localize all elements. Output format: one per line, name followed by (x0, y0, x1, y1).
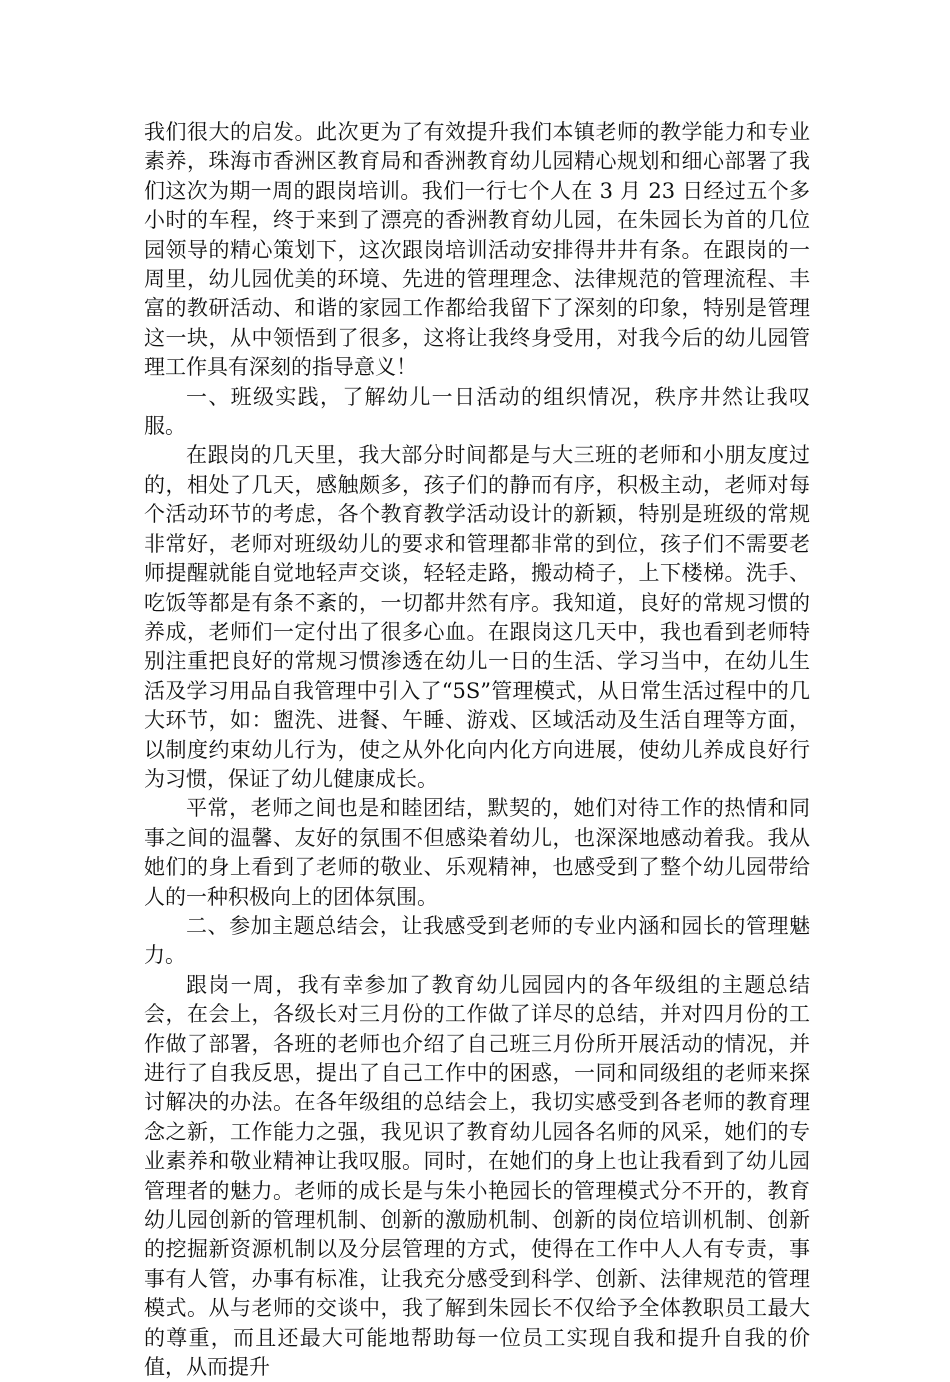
paragraph-class-practice: 在跟岗的几天里，我大部分时间都是与大三班的老师和小朋友度过的，相处了几天，感触颇多，孩子们的静而有序，积极主动，老师对每个活动环节的考虑，各个教育教学活动设计的新颖，特别是班级的常规非常好，老师对班级幼儿的要求和管理都非常的到位，孩子们不需要老师提醒就能自觉地轻声交谈，轻轻走路，搬动椅子，上下楼梯。洗手、吃饭等都是有条不紊的，一切都井然有序。我知道，良好的常规习惯的养成，老师们一定付出了很多心血。在跟岗这几天中，我也看到老师特别注重把良好的常规习惯渗透在幼儿一日的生活、学习当中，在幼儿生活及学习用品自我管理中引入了“5S”管理模式，从日常生活过程中的几大环节，如：盥洗、进餐、午睡、游戏、区域活动及生活自理等方面，以制度约束幼儿行为，使之从外化向内化方向进展，使幼儿养成良好行为习惯，保证了幼儿健康成长。 (144, 443, 810, 791)
section-heading-1: 一、班级实践，了解幼儿一日活动的组织情况，秩序井然让我叹服。 (144, 384, 810, 439)
document-body (144, 118, 810, 1382)
paragraph-summary-meeting: 跟岗一周，我有幸参加了教育幼儿园园内的各年级组的主题总结会，在会上，各级长对三月份的工作做了详尽的总结，并对四月份的工作做了部署，各班的老师也介绍了自己班三月份所开展活动的情况，并进行了自我反思，提出了自己工作中的困惑，一同和同级组的老师来探讨解决的办法。在各年级组的总结会上，我切实感受到各老师的教育理念之新，工作能力之强，我见识了教育幼儿园各名师的风采，她们的专业素养和敬业精神让我叹服。同时，在她们的身上也让我看到了幼儿园管理者的魅力。老师的成长是与朱小艳园长的管理模式分不开的，教育幼儿园创新的管理机制、创新的激励机制、创新的岗位培训机制、创新的挖掘新资源机制以及分层管理的方式，使得在工作中人人有专责，事事有人管，办事有标准，让我充分感受到科学、创新、法律规范的管理模式。从与老师的交谈中，我了解到朱园长不仅给予全体教职员工最大的尊重，而且还最大可能地帮助每一位员工实现自我和提升自我的价值，从而提升 (144, 972, 810, 1380)
paragraph-teacher-unity: 平常，老师之间也是和睦团结，默契的，她们对待工作的热情和同事之间的温馨、友好的氛围不但感染着幼儿，也深深地感动着我。我从她们的身上看到了老师的敬业、乐观精神，也感受到了整个幼儿园带给人的一种积极向上的团体氛围。 (144, 796, 810, 909)
paragraph-intro: 我们很大的启发。此次更为了有效提升我们本镇老师的教学能力和专业素养，珠海市香洲区教育局和香洲教育幼儿园精心规划和细心部署了我们这次为期一周的跟岗培训。我们一行七个人在 3 月 23 日经过五个多小时的车程，终于来到了漂亮的香洲教育幼儿园，在朱园长为首的几位园领导的精心策划下，这次跟岗培训活动安排得井井有条。在跟岗的一周里，幼儿园优美的环境、先进的管理理念、法律规范的管理流程、丰富的教研活动、和谐的家园工作都给我留下了深刻的印象，特别是管理这一块，从中领悟到了很多，这将让我终身受用，对我今后的幼儿园管理工作具有深刻的指导意义！ (144, 120, 810, 380)
section-heading-2: 二、参加主题总结会，让我感受到老师的专业内涵和园长的管理魅力。 (144, 913, 810, 968)
